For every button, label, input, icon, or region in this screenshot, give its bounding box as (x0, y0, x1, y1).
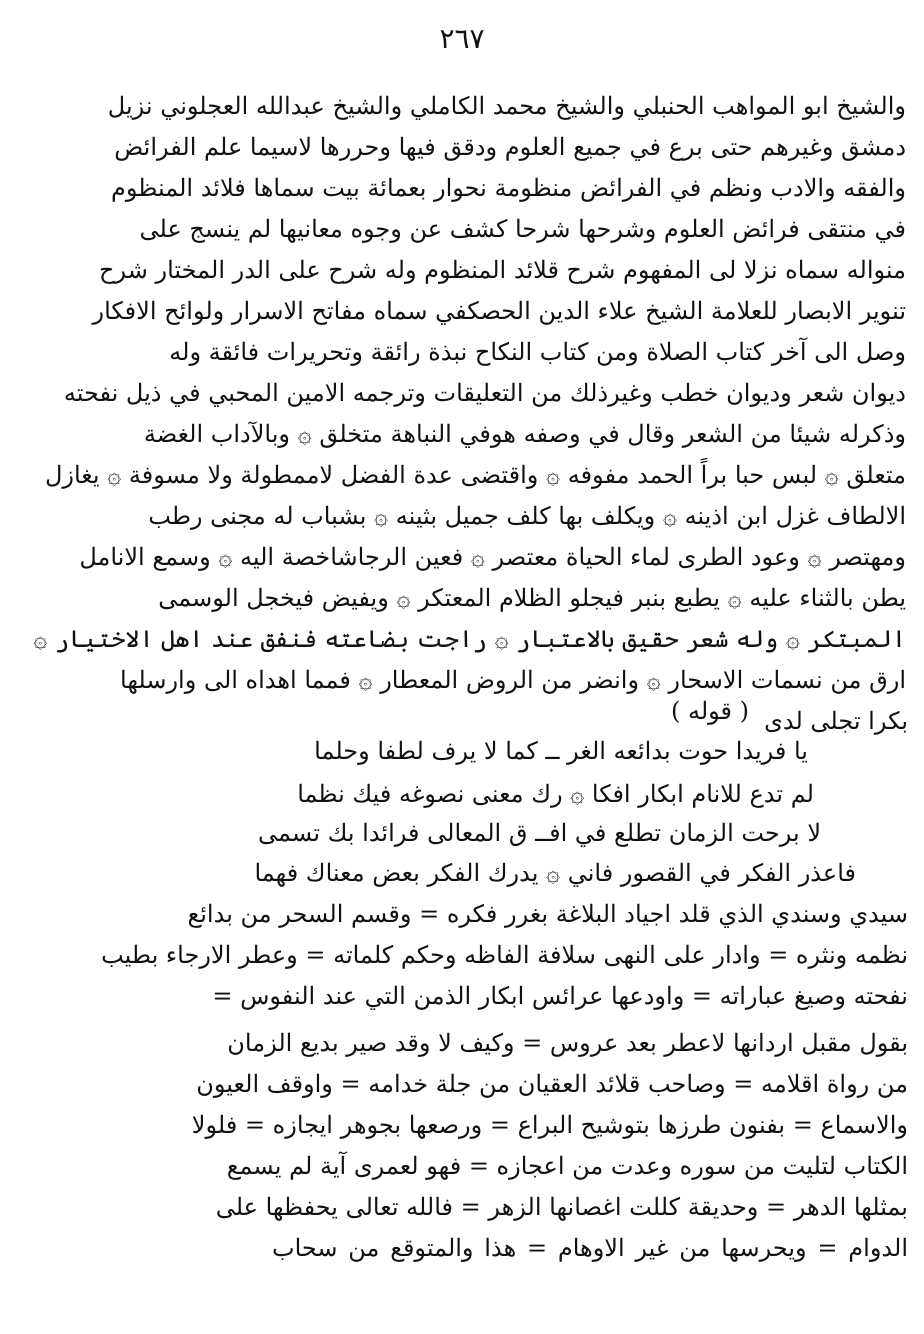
text-line: الكتاب لتليت من سوره وعدت من اعجازه = فهو لعمرى آية لم يسمع (226, 1152, 908, 1180)
text-line: الالطاف غزل ابن اذينه ۞ ويكلف بها كلف جميل بثينه ۞ بشباب له مجنى رطب (148, 502, 906, 530)
text-line: نفحته وصيغ عباراته = واودعها عرائس ابكار الذمن التي عند النفوس = (212, 982, 908, 1010)
text-line: نظمه ونثره = وادار على النهى سلافة الفاظه وحكم كلماته = وعطر الارجاء بطيب (101, 941, 908, 969)
text-line: بمثلها الدهر = وحديقة كللت اغصانها الزهر = فالله تعالى يحفظها على (215, 1193, 908, 1221)
poem-verse: يا فريدا حوت بدائعه الغر ــ كما لا يرف لطفا وحلما (314, 737, 808, 765)
text-line: ومهتصر ۞ وعود الطرى لماء الحياة معتصر ۞ فعين الرجاشاخصة اليه ۞ وسمع الانامل (79, 543, 906, 571)
text-line: منواله سماه نزلا لى المفهوم شرح قلائد المنظوم وله شرح على الدر المختار شرح (99, 256, 906, 284)
text-line: والاسماع = بفنون طرزها بتوشيح البراع = ورصعها بجوهر ايجازه = فلولا (191, 1111, 908, 1139)
text-line: المبتكر ۞ وله شعر حقيق بالاعتبار ۞ راجت بضاعته فنفق عند اهل الاختيار ۞ (33, 625, 906, 653)
text-line: سيدي وسندي الذي قلد اجياد البلاغة بغرر فكره = وقسم السحر من بدائع (187, 900, 908, 928)
text-line: في منتقى فرائض العلوم وشرحها شرحا كشف عن وجوه معانيها لم ينسج على (139, 215, 906, 243)
text-line: الدوام = ويحرسها من غير الاوهام = هذا والمتوقع من سحاب (272, 1234, 908, 1262)
text-line: دمشق وغيرهم حتى برع في جميع العلوم ودقق فيها وحررها لاسيما علم الفرائض (114, 133, 906, 161)
poem-heading: ( قوله ) (670, 697, 750, 725)
poem-verse: لم تدع للانام ابكار افكا ۞ رك معنى نصوغه فيك نظما (297, 780, 814, 808)
text-line-intro: بكرا تجلى لدى (764, 707, 908, 735)
text-line: من رواة اقلامه = وصاحب قلائد العقيان من جلة خدامه = واوقف العيون (196, 1070, 908, 1098)
text-line: والفقه والادب ونظم في الفرائض منظومة نحوار بعمائة بيت سماها فلائد المنظوم (111, 174, 906, 202)
text-line: ديوان شعر وديوان خطب وغيرذلك من التعليقات وترجمه الامين المحبي في ذيل نفحته (63, 379, 906, 407)
text-line: بقول مقبل اردانها لاعطر بعد عروس = وكيف لا وقد صير بديع الزمان (227, 1029, 908, 1057)
text-line: وذكرله شيئا من الشعر وقال في وصفه هوفي النباهة متخلق ۞ وبالآداب الغضة (143, 420, 906, 448)
text-line: تنوير الابصار للعلامة الشيخ علاء الدين الحصكفي سماه مفاتح الاسرار ولوائح الافكار (92, 297, 906, 325)
poem-verse: فاعذر الفكر في القصور فاني ۞ يدرك الفكر بعض معناك فهما (254, 859, 856, 887)
text-line: متعلق ۞ لبس حبا براً الحمد مفوفه ۞ واقتضى عدة الفضل لاممطولة ولا مسوفة ۞ يغازل (44, 461, 906, 489)
text-line: وصل الى آخر كتاب الصلاة ومن كتاب النكاح نبذة رائقة وتحريرات فائقة وله (169, 338, 906, 366)
text-line: يطن بالثناء عليه ۞ يطبع بنبر فيجلو الظلام المعتكر ۞ ويفيض فيخجل الوسمى (158, 584, 906, 612)
poem-verse: لا برحت الزمان تطلع في افــ ق المعالى فرائدا بك تسمى (258, 819, 821, 847)
text-line: ارق من نسمات الاسحار ۞ وانضر من الروض المعطار ۞ فمما اهداه الى وارسلها (120, 666, 906, 694)
page-number: ٢٦٧ (439, 22, 485, 55)
text-line: والشيخ ابو المواهب الحنبلي والشيخ محمد الكاملي والشيخ عبدالله العجلوني نزيل (107, 92, 906, 120)
